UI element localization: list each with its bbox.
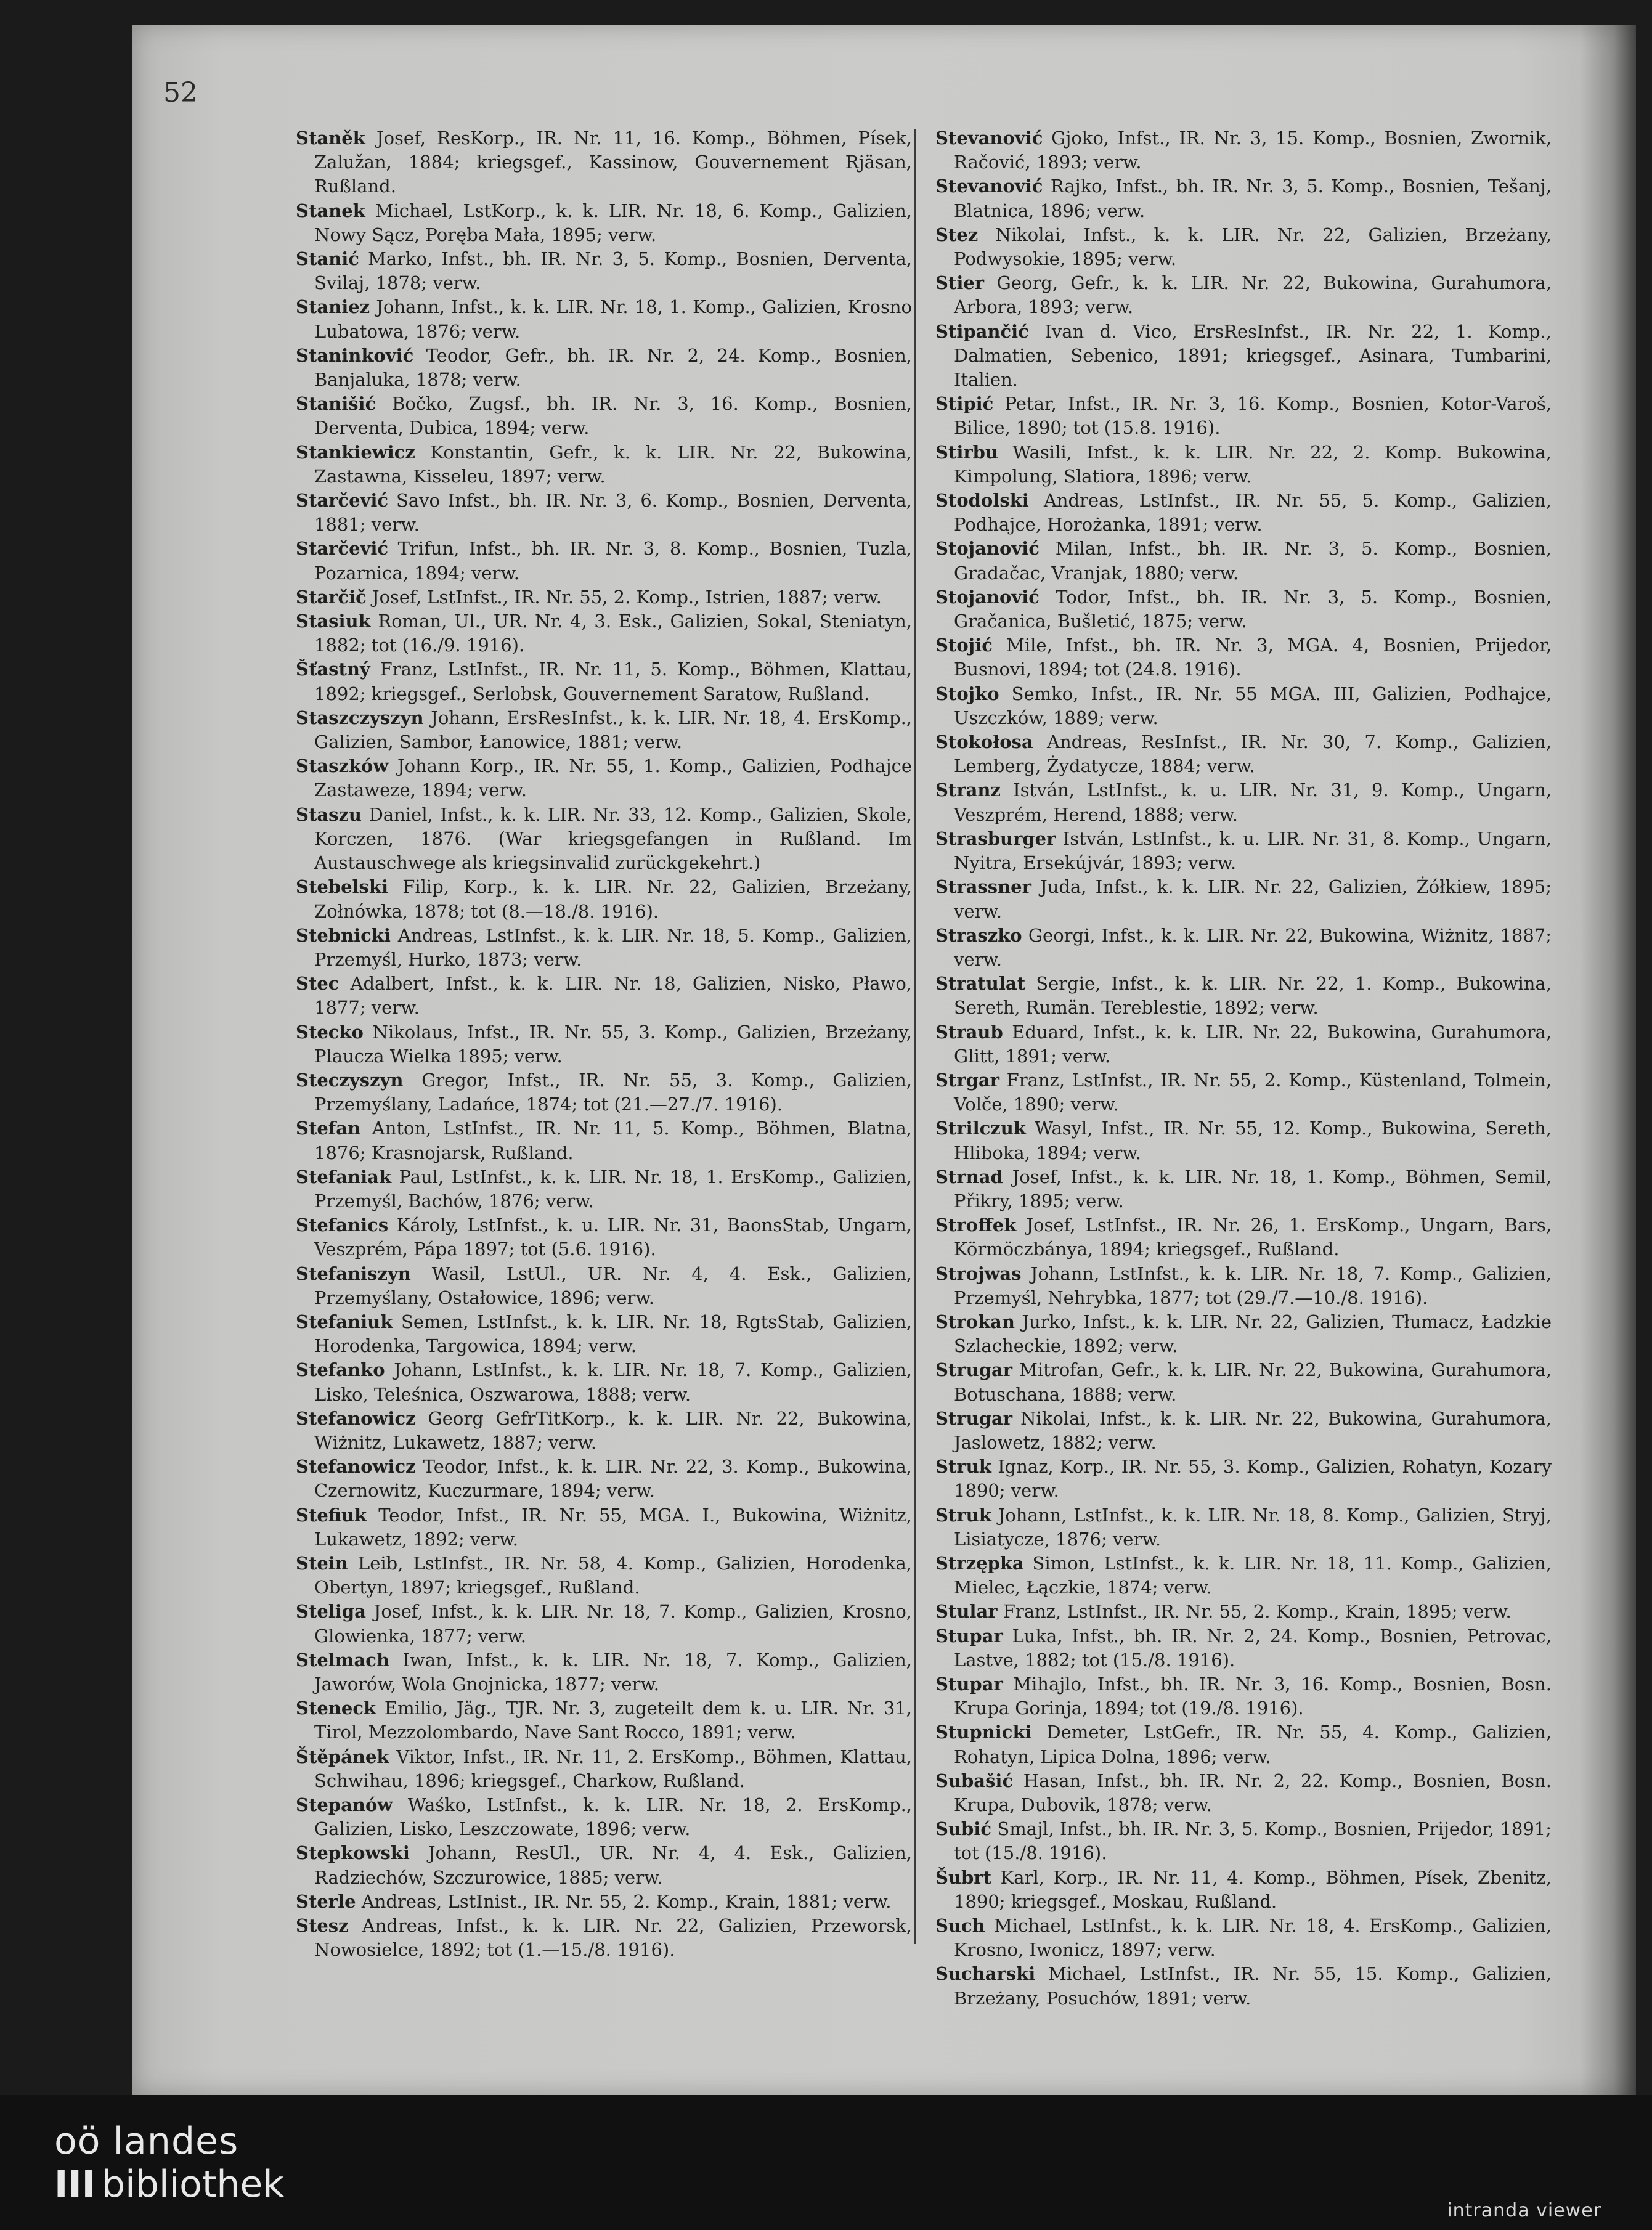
entry-surname: Stojić <box>935 635 993 656</box>
page-edge-shadow <box>1581 25 1636 2095</box>
entry-surname: Subić <box>935 1818 991 1840</box>
entry-surname: Strasburger <box>935 828 1056 849</box>
entry-details: Adalbert, Infst., k. k. LIR. Nr. 18, Galizien, Nisko, Pławo, 1877; verw. <box>314 973 913 1019</box>
entry-details: István, LstInfst., k. u. LIR. Nr. 31, 9. Komp., Ungarn, Veszprém, Herend, 1888; verw. <box>954 779 1552 825</box>
entry-details: Nikolai, Infst., k. k. LIR. Nr. 22, Galizien, Brzeżany, Podwysokie, 1895; verw. <box>954 224 1552 270</box>
entry-surname: Stratulat <box>935 973 1026 995</box>
entry-details: Josef, LstInfst., IR. Nr. 26, 1. ErsKomp., Ungarn, Bars, Körmöczbánya, 1894; kriegsgef., Rußland. <box>954 1215 1552 1260</box>
register-entry <box>935 1117 1552 1165</box>
register-entry <box>296 803 912 876</box>
register-entry <box>296 1648 912 1696</box>
entry-details: Roman, Ul., UR. Nr. 4, 3. Esk., Galizien, Sokal, Steniatyn, 1882; tot (16./9. 1916). <box>314 611 913 656</box>
entry-surname: Stec <box>296 973 340 995</box>
register-entry <box>935 1407 1552 1455</box>
register-entry <box>296 1745 912 1793</box>
register-entry <box>935 1600 1552 1624</box>
register-entry <box>935 1672 1552 1720</box>
entry-details: Eduard, Infst., k. k. LIR. Nr. 22, Bukowina, Gurahumora, Glitt, 1891; verw. <box>954 1021 1552 1067</box>
register-entry <box>296 126 912 199</box>
library-logo-line1[interactable]: oö landes <box>54 2120 239 2163</box>
library-logo-text: bibliothek <box>101 2163 285 2206</box>
register-entry <box>935 827 1552 875</box>
entry-details: Smajl, Infst., bh. IR. Nr. 3, 5. Komp., Bosnien, Prijedor, 1891; tot (15./8. 1916). <box>954 1818 1552 1864</box>
entry-details: Semen, LstInfst., k. k. LIR. Nr. 18, RgtsStab, Galizien, Horodenka, Targowica, 1894; verw. <box>314 1311 912 1357</box>
register-entry <box>296 972 912 1020</box>
entry-details: Michael, LstInfst., k. k. LIR. Nr. 18, 4. ErsKomp., Galizien, Krosno, Iwonicz, 1897; verw. <box>954 1915 1552 1961</box>
entry-details: Johann, LstInfst., k. k. LIR. Nr. 18, 7. Komp., Galizien, Przemyśl, Nehrybka, 1877; tot (29./7.—10./8. 1916). <box>954 1263 1552 1308</box>
register-entry <box>935 633 1552 682</box>
register-entry <box>296 1841 912 1889</box>
register-entry <box>935 392 1552 440</box>
entry-surname: Stesz <box>296 1915 349 1937</box>
entry-surname: Stupar <box>935 1625 1003 1646</box>
register-entry <box>296 1696 912 1744</box>
entry-surname: Struk <box>935 1456 991 1478</box>
entry-surname: Staninković <box>296 344 414 366</box>
entry-surname: Stojanović <box>935 586 1040 608</box>
entry-surname: Stipić <box>935 393 994 415</box>
entry-surname: Subašić <box>935 1770 1014 1791</box>
register-entry <box>935 489 1552 537</box>
entry-details: Wasili, Infst., k. k. LIR. Nr. 22, 2. Komp. Bukowina, Kimpolung, Slatiora, 1896; verw. <box>954 441 1552 487</box>
register-entry <box>296 585 912 609</box>
entry-surname: Stez <box>935 224 979 245</box>
entry-details: Leib, LstInfst., IR. Nr. 58, 4. Komp., Galizien, Horodenka, Obertyn, 1897; kriegsgef., Rußland. <box>314 1552 912 1598</box>
entry-details: Marko, Infst., bh. IR. Nr. 3, 5. Komp., Bosnien, Derventa, Svilaj, 1878; verw. <box>314 248 912 294</box>
register-entry <box>296 295 912 343</box>
entry-details: Todor, Infst., bh. IR. Nr. 3, 5. Komp., Bosnien, Gračanica, Bušletić, 1875; verw. <box>954 586 1552 632</box>
entry-details: Gregor, Infst., IR. Nr. 55, 3. Komp., Galizien, Przemyślany, Ladańce, 1874; tot (21.—27./7. 1916). <box>314 1069 913 1115</box>
entry-surname: Staszków <box>296 755 389 777</box>
entry-surname: Such <box>935 1915 985 1937</box>
register-entry <box>935 1455 1552 1503</box>
register-entry <box>935 537 1552 585</box>
entry-surname: Straszko <box>935 924 1022 946</box>
entry-details: Teodor, Gefr., bh. IR. Nr. 2, 24. Komp., Bosnien, Banjaluka, 1878; verw. <box>314 344 912 391</box>
register-entry <box>935 1020 1552 1068</box>
entry-surname: Staniez <box>296 296 370 318</box>
entry-surname: Steczyszyn <box>296 1069 404 1091</box>
entry-surname: Šťastný <box>296 659 370 680</box>
register-entry <box>296 1358 912 1406</box>
entry-details: Andreas, ResInfst., IR. Nr. 30, 7. Komp., Galizien, Lemberg, Żydatycze, 1884; verw. <box>954 731 1552 777</box>
entry-details: Demeter, LstGefr., IR. Nr. 55, 4. Komp., Galizien, Rohatyn, Lipica Dolna, 1896; verw. <box>954 1722 1552 1767</box>
entry-details: Andreas, LstInist., IR. Nr. 55, 2. Komp., Krain, 1881; verw. <box>361 1890 892 1912</box>
register-entry <box>296 1600 912 1648</box>
entry-details: Johann, Infst., k. k. LIR. Nr. 18, 1. Komp., Galizien, Krosno Lubatowa, 1876; verw. <box>314 296 912 342</box>
register-entry <box>935 174 1552 222</box>
entry-details: Waśko, LstInfst., k. k. LIR. Nr. 18, 2. ErsKomp., Galizien, Lisko, Leszczowate, 1896; verw. <box>314 1794 913 1840</box>
entry-details: Karl, Korp., IR. Nr. 11, 4. Komp., Böhmen, Písek, Zbenitz, 1890; kriegsgef., Moskau, Rußland. <box>954 1866 1552 1912</box>
entry-surname: Stefanics <box>296 1215 389 1236</box>
entry-details: Mile, Infst., bh. IR. Nr. 3, MGA. 4, Bosnien, Prijedor, Busnovi, 1894; tot (24.8. 1916). <box>954 635 1552 680</box>
entry-surname: Stranz <box>935 779 1001 801</box>
entry-details: Teodor, Infst., k. k. LIR. Nr. 22, 3. Komp., Bukowina, Czernowitz, Kuczurmare, 1894; verw. <box>314 1456 912 1502</box>
entry-surname: Stanek <box>296 200 365 221</box>
entry-surname: Stepkowski <box>296 1842 410 1864</box>
entry-details: Andreas, LstInfst., IR. Nr. 55, 5. Komp., Galizien, Podhajce, Horożanka, 1891; verw. <box>954 490 1552 535</box>
entry-details: Franz, LstInfst., IR. Nr. 55, 2. Komp., Krain, 1895; verw. <box>1003 1601 1512 1622</box>
register-entry <box>296 1504 912 1552</box>
register-entry <box>296 1310 912 1358</box>
entry-details: Hasan, Infst., bh. IR. Nr. 2, 22. Komp., Bosnien, Bosn. Krupa, Dubovik, 1878; verw. <box>954 1770 1552 1816</box>
entry-surname: Strojwas <box>935 1263 1022 1284</box>
entry-details: Milan, Infst., bh. IR. Nr. 3, 5. Komp., Bosnien, Gradačac, Vranjak, 1880; verw. <box>954 538 1552 584</box>
register-entry <box>296 1793 912 1841</box>
entry-surname: Stefaniszyn <box>296 1263 411 1284</box>
entry-details: Franz, LstInfst., IR. Nr. 55, 2. Komp., Küstenland, Tolmein, Volče, 1890; verw. <box>954 1069 1552 1115</box>
register-entry <box>935 972 1552 1020</box>
entry-surname: Stupnicki <box>935 1722 1032 1743</box>
register-entry <box>296 1890 912 1914</box>
register-entry <box>296 199 912 247</box>
entry-details: Iwan, Infst., k. k. LIR. Nr. 18, 7. Komp., Galizien, Jaworów, Wola Gnojnicka, 1877; verw. <box>314 1649 912 1695</box>
entry-details: Johann, ErsResInfst., k. k. LIR. Nr. 18, 4. ErsKomp., Galizien, Sambor, Łanowice, 1881; verw. <box>314 707 913 753</box>
logo-bars-icon: III <box>54 2163 96 2206</box>
register-entry <box>935 1310 1552 1358</box>
entry-surname: Stefanko <box>296 1359 385 1381</box>
entry-details: Michael, LstInfst., IR. Nr. 55, 15. Komp., Galizien, Brzeżany, Posuchów, 1891; verw. <box>954 1963 1552 2009</box>
entry-surname: Starčević <box>296 490 389 511</box>
register-entry <box>935 1624 1552 1672</box>
entry-details: Trifun, Infst., bh. IR. Nr. 3, 8. Komp., Bosnien, Tuzla, Pozarnica, 1894; verw. <box>314 538 912 584</box>
entry-surname: Stojanović <box>935 538 1040 560</box>
register-entry <box>935 875 1552 923</box>
entry-surname: Staszczyszyn <box>296 707 424 728</box>
page-number: 52 <box>163 77 198 108</box>
entry-details: Franz, LstInfst., IR. Nr. 11, 5. Komp., Böhmen, Klattau, 1892; kriegsgef., Serlobsk, Gouvernement Saratow, Rußland. <box>314 659 913 704</box>
register-entry <box>935 320 1552 393</box>
entry-surname: Stefanowicz <box>296 1456 416 1478</box>
register-entry <box>935 1720 1552 1768</box>
entry-details: Anton, LstInfst., IR. Nr. 11, 5. Komp., Böhmen, Blatna, 1876; Krasnojarsk, Rußland. <box>314 1118 913 1163</box>
entry-surname: Strassner <box>935 876 1031 898</box>
entry-surname: Strugar <box>935 1359 1013 1381</box>
register-entry <box>296 1914 912 1962</box>
register-entry <box>935 223 1552 271</box>
library-logo-line2[interactable] <box>54 2163 284 2206</box>
entry-surname: Strgar <box>935 1069 999 1091</box>
register-entry <box>296 247 912 295</box>
entry-details: Josef, ResKorp., IR. Nr. 11, 16. Komp., Böhmen, Písek, Zalužan, 1884; kriegsgef., Kassinow, Gouvernement Rjäsan, Rußland. <box>314 128 913 197</box>
entry-surname: Stelmach <box>296 1649 390 1670</box>
register-entry <box>935 778 1552 826</box>
register-entry <box>935 1866 1552 1914</box>
entry-details: Georgi, Infst., k. k. LIR. Nr. 22, Bukowina, Wiżnitz, 1887; verw. <box>954 924 1552 970</box>
entry-details: Nikolai, Infst., k. k. LIR. Nr. 22, Bukowina, Gurahumora, Jaslowetz, 1882; verw. <box>954 1407 1552 1453</box>
entry-surname: Steneck <box>296 1698 376 1719</box>
entry-details: Andreas, Infst., k. k. LIR. Nr. 22, Galizien, Przeworsk, Nowosielce, 1892; tot (1.—15./8. 1916). <box>314 1915 912 1961</box>
entry-surname: Stirbu <box>935 441 998 463</box>
entry-surname: Stojko <box>935 683 999 704</box>
entry-details: Andreas, LstInfst., k. k. LIR. Nr. 18, 5. Komp., Galizien, Przemyśl, Hurko, 1873; verw. <box>314 924 912 970</box>
entry-details: Josef, Infst., k. k. LIR. Nr. 18, 1. Komp., Böhmen, Semil, Přikry, 1895; verw. <box>954 1166 1552 1211</box>
entry-surname: Stodolski <box>935 490 1029 511</box>
register-entry <box>296 1262 912 1310</box>
entry-details: Michael, LstKorp., k. k. LIR. Nr. 18, 6. Komp., Galizien, Nowy Sącz, Poręba Mała, 1895; verw. <box>314 200 912 245</box>
entry-details: Ivan d. Vico, ErsResInfst., IR. Nr. 22, 1. Komp., Dalmatien, Sebenico, 1891; kriegsgef., Asinara, Tumbarini, Italien. <box>954 320 1552 391</box>
entry-surname: Stupar <box>935 1674 1003 1695</box>
register-entry <box>935 1962 1552 2010</box>
entry-surname: Strilczuk <box>935 1118 1026 1139</box>
entry-details: Juda, Infst., k. k. LIR. Nr. 22, Galizien, Żółkiew, 1895; verw. <box>954 876 1552 922</box>
entry-details: Savo Infst., bh. IR. Nr. 3, 6. Komp., Bosnien, Derventa, 1881; verw. <box>314 490 912 535</box>
entry-surname: Starčič <box>296 586 367 608</box>
register-entry <box>935 585 1552 633</box>
entry-surname: Stefaniuk <box>296 1311 393 1332</box>
entry-details: Johann, LstInfst., k. k. LIR. Nr. 18, 7. Komp., Galizien, Lisko, Teleśnica, Oszwarowa, 1888; verw. <box>314 1359 913 1405</box>
entry-details: Teodor, Infst., IR. Nr. 55, MGA. I., Bukowina, Wiżnitz, Lukawetz, 1892; verw. <box>314 1504 912 1550</box>
entry-details: Daniel, Infst., k. k. LIR. Nr. 33, 12. Komp., Galizien, Skole, Korczen, 1876. (War kriegsgefangen in Rußland. Im Austauschwege als kriegsinvalid zurückgekehrt.) <box>314 804 913 874</box>
register-entry <box>935 126 1552 174</box>
register-entry <box>296 1407 912 1455</box>
register-entry <box>296 1552 912 1600</box>
entry-surname: Stasiuk <box>296 611 371 632</box>
register-entry <box>935 1262 1552 1310</box>
entry-details: Simon, LstInfst., k. k. LIR. Nr. 18, 11. Komp., Galizien, Mielec, Łączkie, 1874; verw. <box>954 1552 1552 1598</box>
entry-details: Wasyl, Infst., IR. Nr. 55, 12. Komp., Bukowina, Sereth, Hliboka, 1894; verw. <box>954 1118 1552 1163</box>
entry-details: Károly, LstInfst., k. u. LIR. Nr. 31, BaonsStab, Ungarn, Veszprém, Pápa 1897; tot (5.6. 1916). <box>314 1215 913 1260</box>
register-entry <box>935 1817 1552 1865</box>
register-entry <box>296 392 912 440</box>
entry-details: Petar, Infst., IR. Nr. 3, 16. Komp., Bosnien, Kotor-Varoš, Bilice, 1890; tot (15.8. 1916). <box>954 393 1552 439</box>
register-entry <box>296 1455 912 1503</box>
entry-surname: Stevanović <box>935 176 1043 197</box>
entry-details: Viktor, Infst., IR. Nr. 11, 2. ErsKomp., Böhmen, Klattau, Schwihau, 1896; kriegsgef., Charkow, Rußland. <box>314 1746 912 1791</box>
register-entry <box>296 537 912 585</box>
register-entry <box>296 344 912 392</box>
entry-surname: Sucharski <box>935 1963 1036 1985</box>
entry-details: Sergie, Infst., k. k. LIR. Nr. 22, 1. Komp., Bukowina, Sereth, Rumän. Tereblestie, 1892; verw. <box>954 973 1552 1019</box>
register-entry <box>935 1213 1552 1261</box>
entry-surname: Sterle <box>296 1890 356 1912</box>
register-entry <box>935 1358 1552 1406</box>
entry-details: Rajko, Infst., bh. IR. Nr. 3, 5. Komp., Bosnien, Tešanj, Blatnica, 1896; verw. <box>954 176 1552 221</box>
register-entry <box>296 754 912 802</box>
entry-surname: Stebelski <box>296 876 388 898</box>
entry-details: István, LstInfst., k. u. LIR. Nr. 31, 8. Komp., Ungarn, Nyitra, Ersekújvár, 1893; verw. <box>954 828 1552 874</box>
entry-surname: Šubrt <box>935 1866 991 1888</box>
entry-surname: Strnad <box>935 1166 1003 1187</box>
entry-surname: Stefaniak <box>296 1166 392 1187</box>
entry-details: Johann, ResUl., UR. Nr. 4, 4. Esk., Galizien, Radziechów, Szczurowice, 1885; verw. <box>314 1842 913 1888</box>
entry-details: Josef, LstInfst., IR. Nr. 55, 2. Komp., Istrien, 1887; verw. <box>372 586 882 608</box>
entry-surname: Stevanović <box>935 128 1043 149</box>
entry-details: Luka, Infst., bh. IR. Nr. 2, 24. Komp., Bosnien, Petrovac, Lastve, 1882; tot (15./8. 1916). <box>954 1625 1552 1670</box>
register-entry <box>935 730 1552 778</box>
entry-surname: Strugar <box>935 1407 1013 1429</box>
entry-surname: Stecko <box>296 1021 364 1043</box>
entry-surname: Stankiewicz <box>296 441 415 463</box>
entry-surname: Stepanów <box>296 1794 393 1816</box>
right-column <box>935 126 1552 2009</box>
register-entry <box>296 924 912 972</box>
entry-details: Filip, Korp., k. k. LIR. Nr. 22, Galizien, Brzeżany, Zołnówka, 1878; tot (8.—18./8. 1916). <box>314 876 912 922</box>
register-entry <box>296 657 912 706</box>
entry-details: Wasil, LstUl., UR. Nr. 4, 4. Esk., Galizien, Przemyślany, Ostałowice, 1896; verw. <box>314 1263 913 1308</box>
entry-surname: Stokołosa <box>935 731 1033 753</box>
register-entry <box>935 1914 1552 1962</box>
register-entry <box>296 489 912 537</box>
entry-surname: Stefan <box>296 1118 361 1139</box>
register-entry <box>296 609 912 657</box>
entry-details: Gjoko, Infst., IR. Nr. 3, 15. Komp., Bosnien, Zwornik, Račović, 1893; verw. <box>954 128 1552 173</box>
entry-details: Semko, Infst., IR. Nr. 55 MGA. III, Galizien, Podhajce, Uszczków, 1889; verw. <box>954 683 1552 728</box>
register-entry <box>296 1117 912 1165</box>
entry-details: Konstantin, Gefr., k. k. LIR. Nr. 22, Bukowina, Zastawna, Kisseleu, 1897; verw. <box>314 441 912 487</box>
entry-surname: Straub <box>935 1021 1003 1043</box>
entry-surname: Strzępka <box>935 1552 1024 1574</box>
register-entry <box>296 1020 912 1068</box>
entry-surname: Stier <box>935 272 985 294</box>
register-entry <box>296 1068 912 1117</box>
left-column <box>296 126 912 1987</box>
entry-surname: Stefiuk <box>296 1504 367 1526</box>
register-entry <box>935 441 1552 489</box>
entry-surname: Steliga <box>296 1601 366 1622</box>
entry-details: Georg, Gefr., k. k. LIR. Nr. 22, Bukowina, Gurahumora, Arbora, 1893; verw. <box>954 272 1552 318</box>
entry-details: Georg GefrTitKorp., k. k. LIR. Nr. 22, Bukowina, Wiżnitz, Lukawetz, 1887; verw. <box>314 1407 912 1453</box>
entry-details: Mitrofan, Gefr., k. k. LIR. Nr. 22, Bukowina, Gurahumora, Botuschana, 1888; verw. <box>954 1359 1552 1405</box>
entry-details: Ignaz, Korp., IR. Nr. 55, 3. Komp., Galizien, Rohatyn, Kozary 1890; verw. <box>954 1456 1552 1502</box>
register-entry <box>296 441 912 489</box>
entry-surname: Stipančić <box>935 320 1029 342</box>
entry-surname: Struk <box>935 1504 991 1526</box>
register-entry <box>296 706 912 754</box>
entry-surname: Štěpánek <box>296 1746 389 1767</box>
register-entry <box>935 1504 1552 1552</box>
register-entry <box>296 1165 912 1213</box>
entry-surname: Stanišić <box>296 393 376 415</box>
entry-details: Mihajlo, Infst., bh. IR. Nr. 3, 16. Komp., Bosnien, Bosn. Krupa Gorinja, 1894; tot (19./8. 1916). <box>954 1674 1552 1719</box>
register-entry <box>935 271 1552 319</box>
entry-details: Johann, LstInfst., k. k. LIR. Nr. 18, 8. Komp., Galizien, Stryj, Lisiatycze, 1876; verw. <box>954 1504 1552 1550</box>
column-divider <box>914 129 916 1944</box>
entry-details: Emilio, Jäg., TJR. Nr. 3, zugeteilt dem k. u. LIR. Nr. 31, Tirol, Mezzolombardo, Nave Sant Rocco, 1891; verw. <box>314 1698 912 1743</box>
entry-details: Nikolaus, Infst., IR. Nr. 55, 3. Komp., Galizien, Brzeżany, Plaucza Wielka 1895; verw. <box>314 1021 913 1067</box>
register-entry <box>935 1165 1552 1213</box>
entry-surname: Stular <box>935 1601 998 1622</box>
entry-surname: Stebnicki <box>296 924 391 946</box>
entry-surname: Starčević <box>296 538 389 560</box>
entry-surname: Stroffek <box>935 1215 1017 1236</box>
entry-surname: Staněk <box>296 128 365 149</box>
register-entry <box>935 682 1552 730</box>
entry-details: Bočko, Zugsf., bh. IR. Nr. 3, 16. Komp., Bosnien, Derventa, Dubica, 1894; verw. <box>314 393 913 439</box>
viewer-brand[interactable]: intranda viewer <box>1447 2200 1601 2221</box>
register-entry <box>935 1552 1552 1600</box>
entry-details: Johann Korp., IR. Nr. 55, 1. Komp., Galizien, Podhajce Zastaweze, 1894; verw. <box>314 755 912 801</box>
register-entry <box>296 1213 912 1261</box>
entry-details: Paul, LstInfst., k. k. LIR. Nr. 18, 1. ErsKomp., Galizien, Przemyśl, Bachów, 1876; verw. <box>314 1166 913 1211</box>
entry-surname: Stefanowicz <box>296 1407 416 1429</box>
register-entry <box>935 924 1552 972</box>
entry-details: Josef, Infst., k. k. LIR. Nr. 18, 7. Komp., Galizien, Krosno, Glowienka, 1877; verw. <box>314 1601 913 1646</box>
register-entry <box>296 875 912 923</box>
entry-details: Jurko, Infst., k. k. LIR. Nr. 22, Galizien, Tłumacz, Ładzkie Szlacheckie, 1892; verw. <box>954 1311 1552 1357</box>
entry-surname: Stanić <box>296 248 359 270</box>
entry-surname: Stein <box>296 1552 348 1574</box>
entry-surname: Staszu <box>296 804 362 825</box>
register-entry <box>935 1769 1552 1817</box>
register-entry <box>935 1068 1552 1117</box>
entry-surname: Strokan <box>935 1311 1015 1332</box>
